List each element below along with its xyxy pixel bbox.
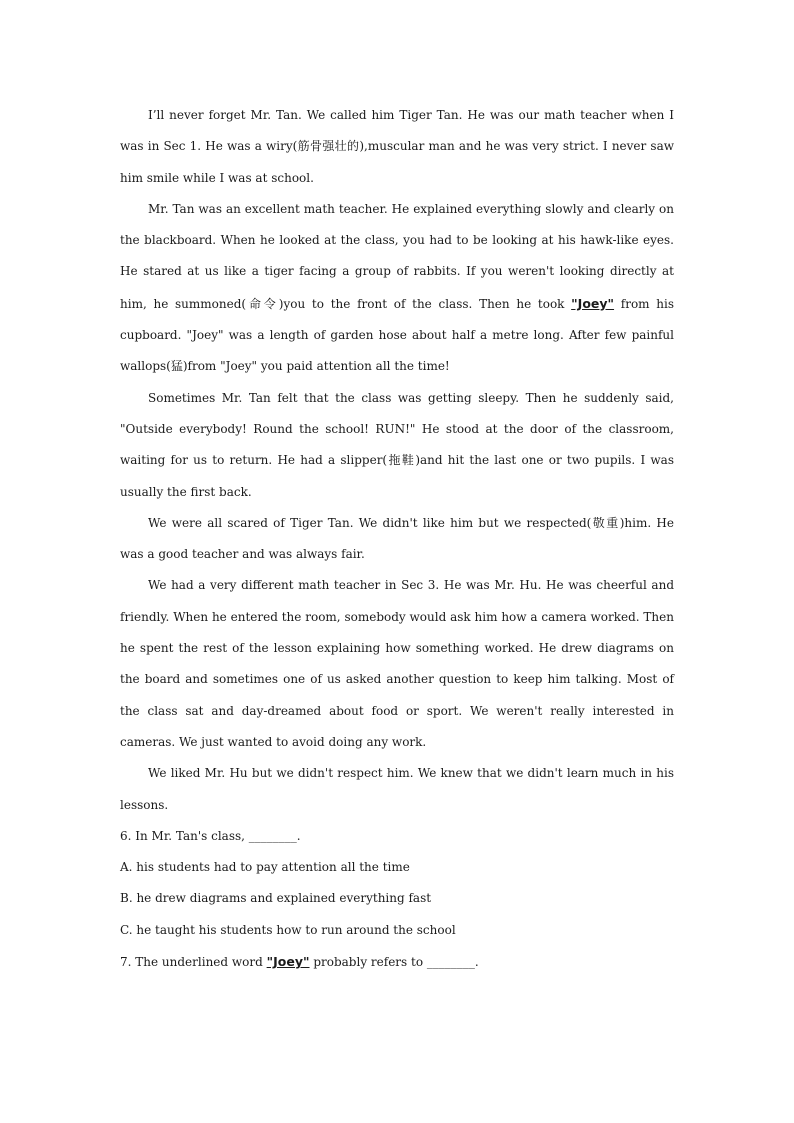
paragraph-4: We were all scared of Tiger Tan. We didn't like him but we respected(敬重)him. He was a good teacher and was always fair. (120, 515, 674, 562)
paragraph-6: We liked Mr. Hu but we didn't respect him. We knew that we didn't learn much in his lessons. (120, 766, 674, 812)
question-6-option-a: A. his students had to pay attention all the time (120, 860, 410, 875)
paragraph-3: Sometimes Mr. Tan felt that the class was getting sleepy. Then he suddenly said, "Outside everybody! Round the school! RUN!" He stood at the door of the classroom, waiting for us to return. He had a slipper(拖鞋)and hit the last one or two pupils. I was usually the first back. (120, 390, 674, 499)
paragraph-5: We had a very different math teacher in Sec 3. He was Mr. Hu. He was cheerful and friendly. When he entered the room, somebody would ask him how a camera worked. Then he spent the rest of the lesson explaining how something worked. He drew diagrams on the board and sometimes one of us asked another question to keep him talking. Most of the class sat and day-dreamed about food or sport. We weren't really interested in cameras. We just wanted to avoid doing any work. (120, 578, 674, 749)
question-6-option-c: C. he taught his students how to run around the school (120, 922, 456, 937)
question-7-text-after: probably refers to ________. (309, 955, 479, 970)
question-7-stem (120, 946, 674, 978)
question-6-stem: 6. In Mr. Tan's class, ________. (120, 828, 301, 843)
paragraph-2-text-b: from his cupboard. "Joey" was a length of garden hose about half a metre long. After few painful wallops(猛)from "Joey" you paid attention all the time! (120, 296, 674, 374)
paragraph-2 (120, 194, 674, 383)
paragraph-2-text-a: Mr. Tan was an excellent math teacher. He explained everything slowly and clearly on the blackboard. When he looked at the class, you had to be looking at his hawk-like eyes. He stared at us like a tiger facing a group of rabbits. If you weren't looking directly at him, he summoned(命令)you to the front of the class. Then he took (120, 201, 674, 311)
paragraph-1: I’ll never forget Mr. Tan. We called him Tiger Tan. He was our math teacher when I was in Sec 1. He was a wiry(筋骨强壮的),muscular man and he was very strict. I never saw him smile while I was at school. (120, 108, 674, 185)
question-6-option-b: B. he drew diagrams and explained everything fast (120, 891, 432, 906)
question-7-text-before: 7. The underlined word (120, 955, 267, 970)
question-7-underlined-word: "Joey" (266, 954, 310, 970)
underlined-word-joey: "Joey" (571, 295, 615, 311)
reading-passage (120, 100, 674, 978)
